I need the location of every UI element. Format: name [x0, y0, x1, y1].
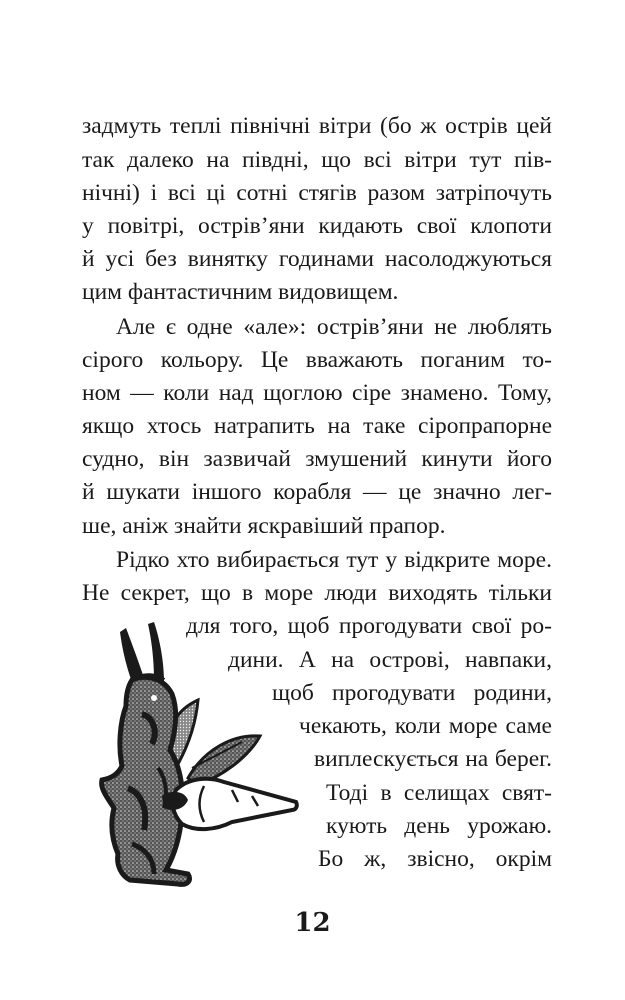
text-line: й усі без винятку годинами насолоджуються	[82, 246, 552, 272]
text-line: дини. А на острові, навпаки,	[228, 647, 552, 673]
text-line: кують день урожаю.	[326, 813, 552, 839]
text-line: так далеко на півдні, що всі вітри тут пів-	[82, 147, 552, 173]
text-line: й шукати іншого корабля — це значно лег-	[82, 479, 552, 505]
text-line: задмуть теплі північні вітри (бо ж острів цей	[82, 113, 552, 139]
text-line: щоб прогодувати родини,	[272, 680, 552, 706]
text-line: у повітрі, острів’яни кидають свої клопоти	[82, 213, 552, 239]
text-line: якщо хтось натрапить на таке сіропрапорне	[82, 413, 552, 439]
text-line: Тоді в селищах свят-	[326, 780, 552, 806]
carrot	[173, 779, 297, 829]
text-line: виплескується на берег.	[314, 746, 552, 772]
text-line: судно, він зазвичай змушений кинути його	[82, 446, 552, 472]
text-line: Рідко хто вибирається тут у відкрите море.	[116, 547, 552, 573]
text-line: чекають, коли море саме	[299, 713, 552, 739]
text-line: цим фантастичним видовищем.	[82, 279, 399, 305]
carrot-leaves	[168, 700, 260, 786]
text-line: сірого кольору. Це вважають поганим то-	[82, 347, 552, 373]
text-line: для того, щоб прогодувати свої ро-	[186, 613, 552, 639]
page-number: 12	[294, 908, 331, 938]
text-line: нічні) і всі ці сотні стягів разом затріпочуть	[82, 180, 552, 206]
text-line: Бо ж, звісно, окрім	[318, 846, 552, 872]
rabbit-carrot-illustration	[92, 618, 302, 893]
text-line: Але є одне «але»: острів’яни не люблять	[116, 314, 552, 340]
text-line: Не секрет, що в море люди виходять тільки	[82, 580, 552, 606]
text-line: ше, аніж знайти яскравіший прапор.	[82, 513, 446, 539]
text-line: ном — коли над щоглою сіре знамено. Тому,	[82, 380, 552, 406]
